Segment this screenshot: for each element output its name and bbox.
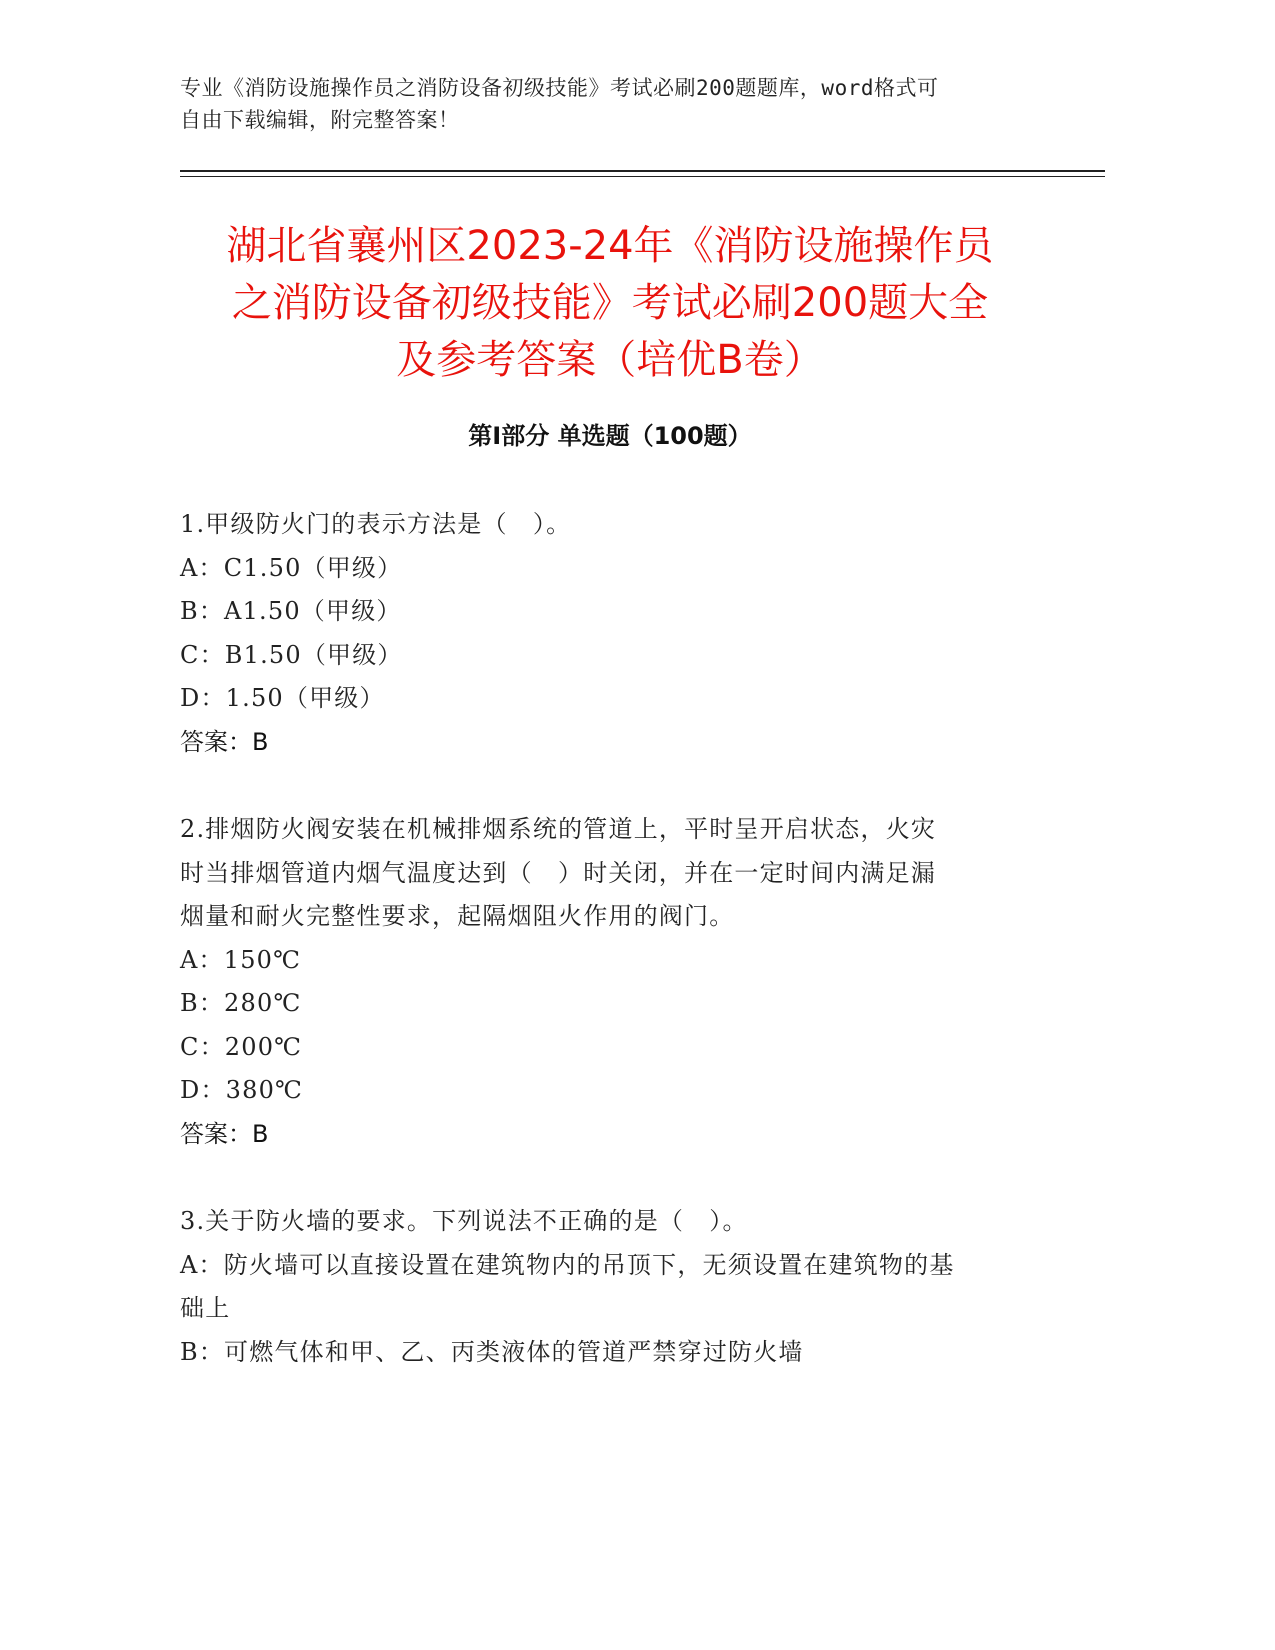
option-c: C：200℃ (180, 1032, 303, 1061)
header-rule-thin (180, 176, 1105, 177)
question-text: 时当排烟管道内烟气温度达到（ ）时关闭，并在一定时间内满足漏 (180, 858, 936, 887)
answer: 答案：B (180, 727, 269, 756)
option-a: A：150℃ (180, 945, 302, 974)
question-2 (180, 808, 1040, 1156)
header-note-line: 自由下载编辑，附完整答案！ (180, 108, 460, 132)
question-1 (180, 503, 1040, 764)
section-title: 第I部分 单选题（100题） (468, 422, 752, 450)
title-line: 之消防设备初级技能》考试必刷200题大全 (231, 280, 989, 326)
header-note-line: 专业《消防设施操作员之消防设备初级技能》考试必刷200题题库，word格式可 (180, 76, 939, 100)
question-text: 2.排烟防火阀安装在机械排烟系统的管道上，平时呈开启状态，火灾 (180, 815, 937, 843)
question-3 (180, 1200, 1040, 1374)
option-b: B：A1.50（甲级） (180, 597, 402, 625)
header-rule-thick (180, 170, 1105, 172)
option-a: A：C1.50（甲级） (180, 553, 403, 582)
question-text: 3.关于防火墙的要求。下列说法不正确的是（ ）。 (180, 1207, 748, 1235)
option-c: C：B1.50（甲级） (180, 640, 403, 669)
option-d: D：380℃ (180, 1076, 304, 1104)
option-b: B：可燃气体和甲、乙、丙类液体的管道严禁穿过防火墙 (180, 1337, 804, 1366)
header-note (180, 72, 1040, 136)
question-text: 1.甲级防火门的表示方法是（ ）。 (180, 510, 572, 538)
title-line: 湖北省襄州区2023-24年《消防设施操作员 (226, 223, 994, 269)
question-text: 烟量和耐火完整性要求，起隔烟阻火作用的阀门。 (180, 902, 735, 930)
option-d: D：1.50（甲级） (180, 684, 385, 712)
document-title (180, 218, 1040, 389)
option-a: A：防火墙可以直接设置在建筑物内的吊顶下，无须设置在建筑物的基 (180, 1250, 955, 1279)
title-line: 及参考答案（培优B卷） (396, 337, 824, 383)
option-a-continued: 础上 (180, 1294, 231, 1322)
answer: 答案：B (180, 1119, 269, 1148)
option-b: B：280℃ (180, 989, 302, 1017)
